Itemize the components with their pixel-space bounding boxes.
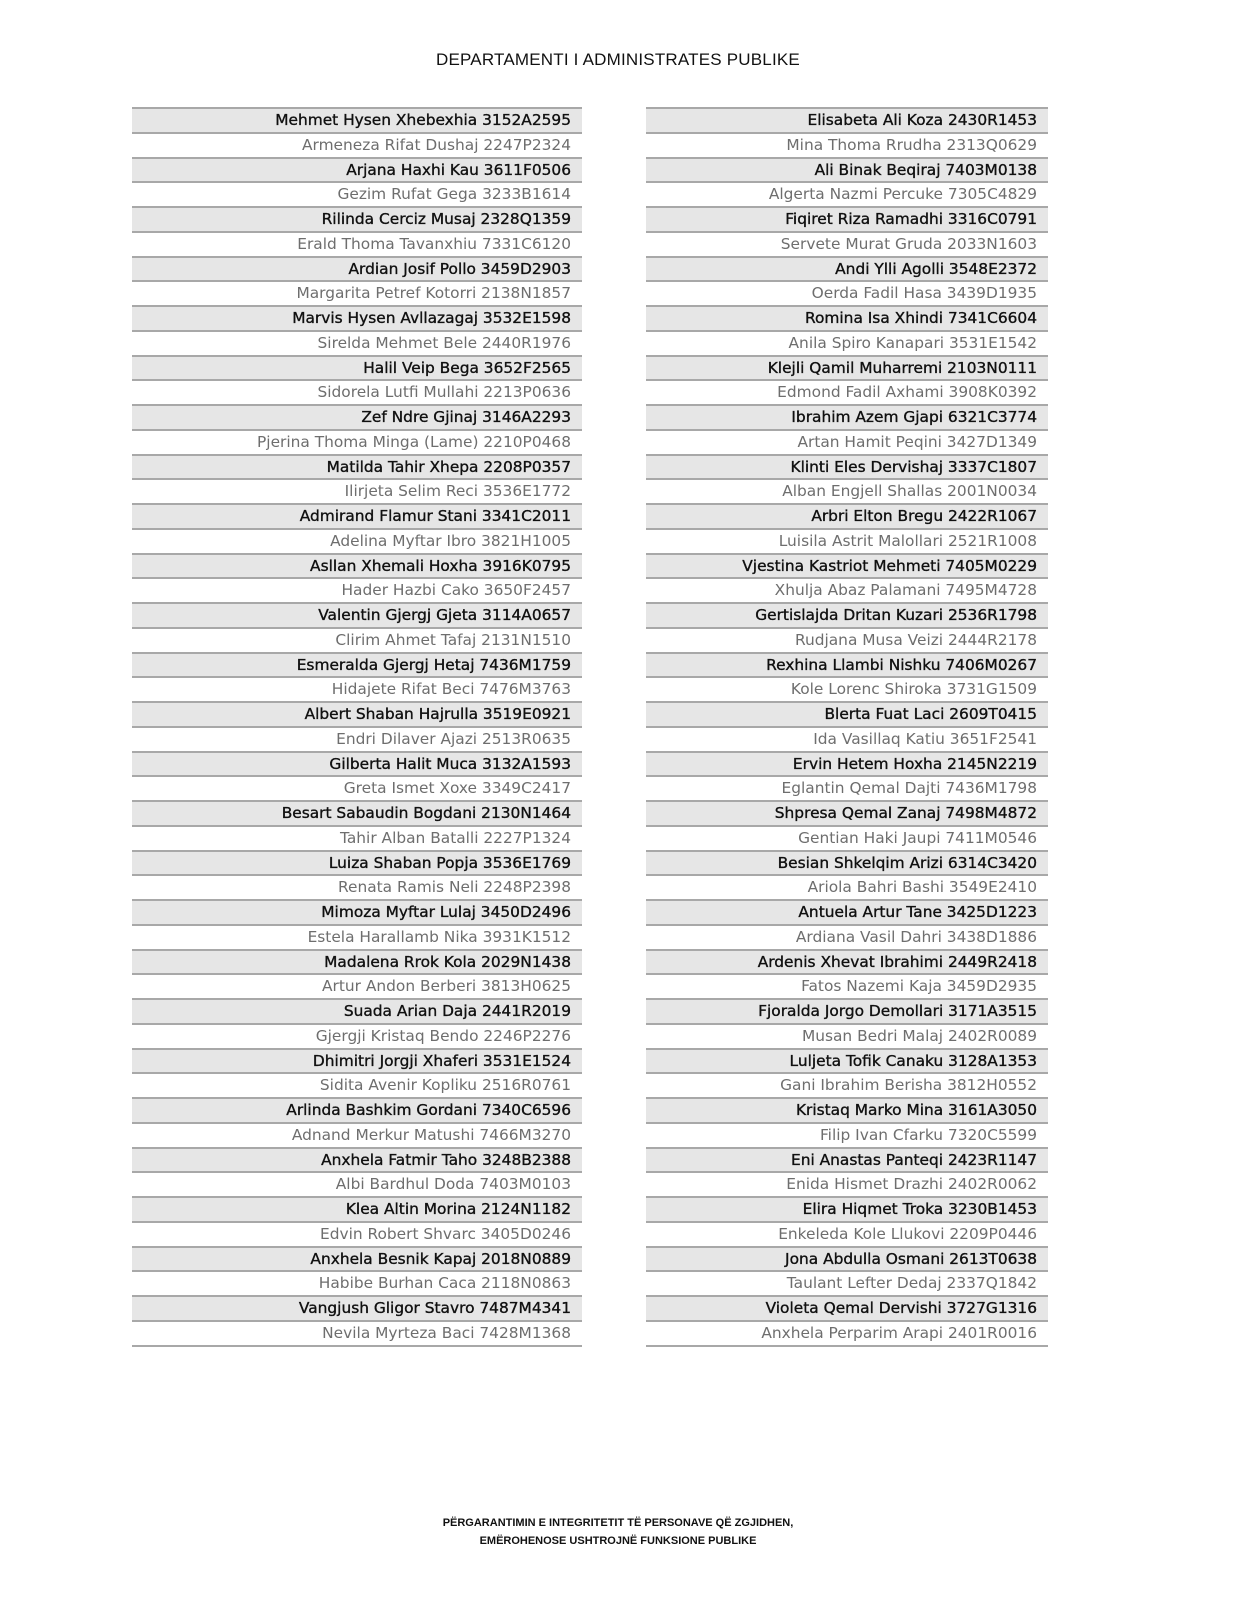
list-item-text: Pjerina Thoma Minga (Lame) 2210P0468 xyxy=(257,432,571,451)
list-item xyxy=(132,282,582,307)
list-item-text: Edvin Robert Shvarc 3405D0246 xyxy=(319,1224,571,1243)
list-item-text: Hader Hazbi Cako 3650F2457 xyxy=(341,581,571,600)
list-item xyxy=(646,951,1048,976)
list-item xyxy=(646,926,1048,951)
list-item xyxy=(132,555,582,580)
list-item-text: Filip Ivan Cfarku 7320C5599 xyxy=(819,1125,1037,1144)
list-item-text: Arbri Elton Bregu 2422R1067 xyxy=(811,507,1037,525)
list-item xyxy=(646,1025,1048,1050)
list-item-text: Rexhina Llambi Nishku 7406M0267 xyxy=(766,655,1037,674)
page-title: DEPARTAMENTI I ADMINISTRATES PUBLIKE xyxy=(436,50,800,69)
list-item-text: Valentin Gjergj Gjeta 3114A0657 xyxy=(318,606,571,624)
list-item-text: Artan Hamit Peqini 3427D1349 xyxy=(797,432,1037,451)
list-item-text: Ardiana Vasil Dahri 3438D1886 xyxy=(795,927,1037,946)
list-item-text: Fiqiret Riza Ramadhi 3316C0791 xyxy=(785,210,1037,228)
list-item-text: Clirim Ahmet Tafaj 2131N1510 xyxy=(335,630,571,649)
list-item xyxy=(132,381,582,406)
list-item xyxy=(132,802,582,827)
list-item xyxy=(646,431,1048,456)
list-item xyxy=(646,1272,1048,1297)
list-item xyxy=(646,579,1048,604)
list-item-text: Gezim Rufat Gega 3233B1614 xyxy=(337,185,571,204)
list-item xyxy=(646,678,1048,703)
list-item-text: Andi Ylli Agolli 3548E2372 xyxy=(835,259,1037,278)
list-item-text: Margarita Petref Kotorri 2138N1857 xyxy=(296,284,571,303)
list-item xyxy=(132,357,582,382)
list-item-text: Eni Anastas Panteqi 2423R1147 xyxy=(790,1150,1037,1169)
list-item xyxy=(132,876,582,901)
list-item-text: Klea Altin Morina 2124N1182 xyxy=(345,1200,571,1218)
list-item-text: Luljeta Tofik Canaku 3128A1353 xyxy=(789,1051,1037,1070)
list-item-text: Matilda Tahir Xhepa 2208P0357 xyxy=(326,457,571,476)
list-item-text: Albi Bardhul Doda 7403M0103 xyxy=(335,1175,571,1194)
list-item xyxy=(132,629,582,654)
list-item xyxy=(132,1149,582,1174)
list-item-text: Gertislajda Dritan Kuzari 2536R1798 xyxy=(755,606,1037,624)
list-item xyxy=(132,208,582,233)
list-item xyxy=(646,134,1048,159)
list-item xyxy=(646,703,1048,728)
list-item xyxy=(646,802,1048,827)
list-item-text: Renata Ramis Neli 2248P2398 xyxy=(337,878,571,897)
list-item-text: Servete Murat Gruda 2033N1603 xyxy=(780,234,1037,253)
list-item xyxy=(132,579,582,604)
list-item xyxy=(646,728,1048,753)
list-item xyxy=(132,159,582,184)
list-item xyxy=(132,604,582,629)
list-item xyxy=(646,183,1048,208)
list-item-text: Esmeralda Gjergj Hetaj 7436M1759 xyxy=(296,655,571,674)
list-item xyxy=(646,282,1048,307)
list-item-text: Sidita Avenir Kopliku 2516R0761 xyxy=(319,1076,571,1095)
list-item xyxy=(132,1124,582,1149)
list-item xyxy=(646,654,1048,679)
list-item xyxy=(132,926,582,951)
list-item xyxy=(646,604,1048,629)
list-item-text: Greta Ismet Xoxe 3349C2417 xyxy=(343,779,571,798)
list-item-text: Klinti Eles Dervishaj 3337C1807 xyxy=(790,457,1037,476)
list-item xyxy=(646,1173,1048,1198)
list-item xyxy=(132,1173,582,1198)
list-item xyxy=(132,901,582,926)
list-item xyxy=(132,183,582,208)
list-item-text: Oerda Fadil Hasa 3439D1935 xyxy=(811,284,1037,303)
list-item-text: Hidajete Rifat Beci 7476M3763 xyxy=(331,680,571,699)
list-item xyxy=(646,258,1048,283)
list-item xyxy=(646,381,1048,406)
list-item-text: Marvis Hysen Avllazagaj 3532E1598 xyxy=(292,309,571,327)
list-item-text: Kristaq Marko Mina 3161A3050 xyxy=(795,1101,1037,1119)
list-item-text: Estela Harallamb Nika 3931K1512 xyxy=(307,927,571,946)
list-item-text: Ali Binak Beqiraj 7403M0138 xyxy=(814,160,1037,179)
list-item-text: Luiza Shaban Popja 3536E1769 xyxy=(328,853,571,872)
list-item xyxy=(646,1050,1048,1075)
list-item-text: Halil Veip Bega 3652F2565 xyxy=(363,358,571,377)
list-item xyxy=(646,1099,1048,1124)
list-item xyxy=(646,357,1048,382)
list-item-text: Madalena Rrok Kola 2029N1438 xyxy=(324,952,571,971)
list-item-text: Luisila Astrit Malollari 2521R1008 xyxy=(778,531,1037,550)
list-item xyxy=(132,1000,582,1025)
list-item xyxy=(646,975,1048,1000)
list-item xyxy=(646,307,1048,332)
list-item-text: Ariola Bahri Bashi 3549E2410 xyxy=(807,878,1037,897)
list-item xyxy=(132,827,582,852)
list-item-text: Arlinda Bashkim Gordani 7340C6596 xyxy=(286,1101,571,1119)
list-item-text: Artur Andon Berberi 3813H0625 xyxy=(322,977,571,996)
list-item-text: Musan Bedri Malaj 2402R0089 xyxy=(801,1026,1037,1045)
list-item-text: Vangjush Gligor Stavro 7487M4341 xyxy=(298,1299,571,1317)
list-item xyxy=(132,1050,582,1075)
list-item-text: Admirand Flamur Stani 3341C2011 xyxy=(299,507,571,525)
list-item xyxy=(132,728,582,753)
list-item xyxy=(646,233,1048,258)
list-item-text: Ervin Hetem Hoxha 2145N2219 xyxy=(792,754,1037,773)
list-item xyxy=(132,530,582,555)
list-item xyxy=(646,1000,1048,1025)
list-item-text: Mina Thoma Rrudha 2313Q0629 xyxy=(786,135,1037,154)
list-item-text: Blerta Fuat Laci 2609T0415 xyxy=(824,705,1037,723)
list-item xyxy=(132,1297,582,1322)
list-item xyxy=(646,1149,1048,1174)
list-item xyxy=(646,332,1048,357)
list-item xyxy=(646,1074,1048,1099)
list-item-text: Rudjana Musa Veizi 2444R2178 xyxy=(794,630,1037,649)
list-item-text: Romina Isa Xhindi 7341C6604 xyxy=(805,309,1037,327)
list-item-text: Albert Shaban Hajrulla 3519E0921 xyxy=(304,705,571,723)
list-item xyxy=(132,852,582,877)
list-item-text: Asllan Xhemali Hoxha 3916K0795 xyxy=(310,556,571,575)
list-item xyxy=(646,852,1048,877)
list-item-text: Fatos Nazemi Kaja 3459D2935 xyxy=(801,977,1037,996)
list-item-text: Sidorela Lutfi Mullahi 2213P0636 xyxy=(317,383,571,402)
list-item xyxy=(132,307,582,332)
list-item-text: Anila Spiro Kanapari 3531E1542 xyxy=(788,333,1037,352)
list-item-text: Gjergji Kristaq Bendo 2246P2276 xyxy=(315,1026,571,1045)
list-item-text: Shpresa Qemal Zanaj 7498M4872 xyxy=(774,804,1037,822)
list-item xyxy=(132,480,582,505)
list-item xyxy=(646,1297,1048,1322)
list-item-text: Anxhela Perparim Arapi 2401R0016 xyxy=(761,1323,1037,1342)
list-item-text: Jona Abdulla Osmani 2613T0638 xyxy=(785,1249,1037,1268)
list-item-text: Rilinda Cerciz Musaj 2328Q1359 xyxy=(321,210,571,228)
list-item xyxy=(646,505,1048,530)
list-item-text: Enida Hismet Drazhi 2402R0062 xyxy=(786,1175,1037,1194)
list-item-text: Gentian Haki Jaupi 7411M0546 xyxy=(798,828,1037,847)
list-item-text: Klejli Qamil Muharremi 2103N0111 xyxy=(767,358,1037,377)
list-item xyxy=(132,1272,582,1297)
list-item-text: Algerta Nazmi Percuke 7305C4829 xyxy=(768,185,1037,204)
list-item xyxy=(132,134,582,159)
list-item xyxy=(132,975,582,1000)
list-item xyxy=(646,555,1048,580)
list-item xyxy=(132,1025,582,1050)
list-item xyxy=(646,109,1048,134)
list-item xyxy=(132,1248,582,1273)
list-item xyxy=(132,1074,582,1099)
list-item xyxy=(132,951,582,976)
list-item-text: Kole Lorenc Shiroka 3731G1509 xyxy=(790,680,1037,699)
list-item xyxy=(646,629,1048,654)
list-item xyxy=(132,1198,582,1223)
list-item-text: Ida Vasillaq Katiu 3651F2541 xyxy=(813,729,1037,748)
list-item-text: Antuela Artur Tane 3425D1223 xyxy=(798,903,1037,921)
list-item xyxy=(132,703,582,728)
list-item xyxy=(646,876,1048,901)
footer-line-2: EMËROHENOSE USHTROJNË FUNKSIONE PUBLIKE xyxy=(479,1535,757,1547)
list-item xyxy=(132,406,582,431)
list-item-text: Besian Shkelqim Arizi 6314C3420 xyxy=(777,853,1037,872)
list-item-text: Suada Arian Daja 2441R2019 xyxy=(343,1002,571,1020)
list-item-text: Endri Dilaver Ajazi 2513R0635 xyxy=(336,729,571,748)
list-item xyxy=(646,406,1048,431)
list-item xyxy=(646,530,1048,555)
list-item-text: Alban Engjell Shallas 2001N0034 xyxy=(782,482,1037,501)
list-item-text: Vjestina Kastriot Mehmeti 7405M0229 xyxy=(742,556,1037,575)
list-item-text: Eglantin Qemal Dajti 7436M1798 xyxy=(781,779,1037,798)
list-item-text: Dhimitri Jorgji Xhaferi 3531E1524 xyxy=(312,1051,571,1070)
list-item-text: Habibe Burhan Caca 2118N0863 xyxy=(318,1274,571,1293)
list-item xyxy=(646,480,1048,505)
list-item-text: Ibrahim Azem Gjapi 6321C3774 xyxy=(791,408,1037,426)
list-item-text: Ilirjeta Selim Reci 3536E1772 xyxy=(344,482,571,501)
list-item-text: Besart Sabaudin Bogdani 2130N1464 xyxy=(281,804,571,822)
list-item xyxy=(646,1248,1048,1273)
list-item xyxy=(132,753,582,778)
list-item xyxy=(132,1223,582,1248)
list-item xyxy=(646,753,1048,778)
footer-line-1: PËRGARANTIMIN E INTEGRITETIT TË PERSONAVE QË ZGJIDHEN, xyxy=(442,1517,794,1529)
list-item xyxy=(646,1322,1048,1347)
list-item-text: Elisabeta Ali Koza 2430R1453 xyxy=(807,111,1037,129)
list-item-text: Fjoralda Jorgo Demollari 3171A3515 xyxy=(758,1002,1037,1020)
list-item-text: Mimoza Myftar Lulaj 3450D2496 xyxy=(321,903,571,921)
list-item xyxy=(132,456,582,481)
list-item xyxy=(132,332,582,357)
list-item xyxy=(646,159,1048,184)
list-item-text: Edmond Fadil Axhami 3908K0392 xyxy=(777,383,1037,402)
list-item-text: Enkeleda Kole Llukovi 2209P0446 xyxy=(778,1224,1037,1243)
list-item-text: Mehmet Hysen Xhebexhia 3152A2595 xyxy=(275,111,571,129)
list-item xyxy=(132,1099,582,1124)
footer xyxy=(0,1514,1236,1550)
left-name-list xyxy=(132,107,582,1347)
list-item-text: Elira Hiqmet Troka 3230B1453 xyxy=(802,1200,1037,1218)
list-item xyxy=(132,505,582,530)
list-item xyxy=(646,827,1048,852)
list-item-text: Anxhela Fatmir Taho 3248B2388 xyxy=(321,1150,571,1169)
list-item xyxy=(646,208,1048,233)
list-item xyxy=(646,1223,1048,1248)
list-item xyxy=(646,1198,1048,1223)
list-item xyxy=(132,109,582,134)
list-item xyxy=(646,901,1048,926)
list-item-text: Nevila Myrteza Baci 7428M1368 xyxy=(322,1323,571,1342)
list-item xyxy=(132,233,582,258)
list-item xyxy=(132,654,582,679)
list-item-text: Violeta Qemal Dervishi 3727G1316 xyxy=(765,1299,1037,1317)
list-item-text: Armeneza Rifat Dushaj 2247P2324 xyxy=(301,135,571,154)
list-item xyxy=(646,1124,1048,1149)
list-item-text: Adnand Merkur Matushi 7466M3270 xyxy=(291,1125,571,1144)
list-item xyxy=(646,456,1048,481)
list-item-text: Arjana Haxhi Kau 3611F0506 xyxy=(346,160,571,179)
list-item xyxy=(132,678,582,703)
list-item-text: Erald Thoma Tavanxhiu 7331C6120 xyxy=(297,234,571,253)
list-item-text: Gani Ibrahim Berisha 3812H0552 xyxy=(780,1076,1037,1095)
list-item xyxy=(132,258,582,283)
list-item xyxy=(132,1322,582,1347)
list-item-text: Gilberta Halit Muca 3132A1593 xyxy=(329,754,571,773)
list-item-text: Ardenis Xhevat Ibrahimi 2449R2418 xyxy=(757,952,1037,971)
list-item xyxy=(646,777,1048,802)
list-item-text: Taulant Lefter Dedaj 2337Q1842 xyxy=(786,1274,1037,1293)
list-item-text: Ardian Josif Pollo 3459D2903 xyxy=(348,259,571,278)
list-item-text: Tahir Alban Batalli 2227P1324 xyxy=(340,828,571,847)
list-item-text: Zef Ndre Gjinaj 3146A2293 xyxy=(361,408,571,426)
list-item-text: Xhulja Abaz Palamani 7495M4728 xyxy=(774,581,1037,600)
right-name-list xyxy=(646,107,1048,1347)
list-item xyxy=(132,777,582,802)
list-item-text: Sirelda Mehmet Bele 2440R1976 xyxy=(317,333,571,352)
list-item xyxy=(132,431,582,456)
list-item-text: Anxhela Besnik Kapaj 2018N0889 xyxy=(310,1249,571,1268)
list-item-text: Adelina Myftar Ibro 3821H1005 xyxy=(330,531,571,550)
